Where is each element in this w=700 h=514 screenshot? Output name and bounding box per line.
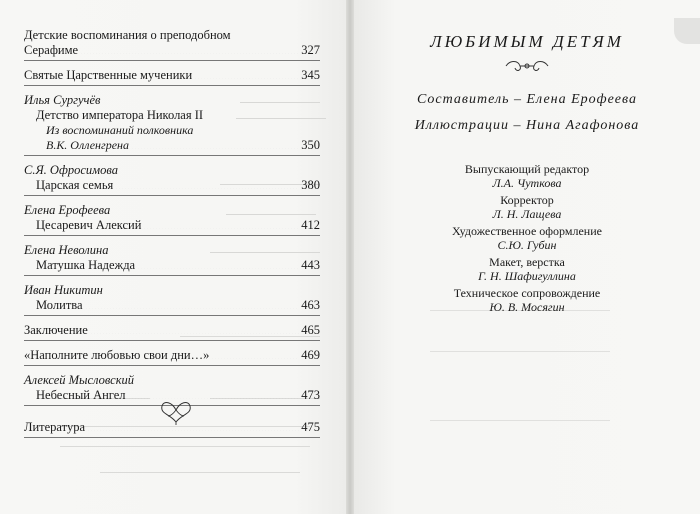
toc-page-number: 465: [301, 323, 320, 337]
toc-page-number: 412: [301, 218, 320, 232]
heart-flourish-ornament-icon: [156, 398, 196, 426]
toc-entry-title: «Наполните любовью свои дни…»: [24, 348, 210, 362]
book-title: ЛЮБИМЫМ ДЕТЯМ: [430, 32, 624, 51]
leader-dots: [80, 45, 299, 54]
compiler-credit: Составитель – Елена Ерофеева: [416, 92, 638, 107]
toc-entry[interactable]: [24, 323, 320, 341]
staff-role: Макет, верстка: [489, 255, 565, 269]
table-of-contents: [24, 28, 320, 445]
staff-role: Корректор: [500, 193, 554, 207]
toc-author: Илья Сургучёв: [24, 93, 101, 107]
scroll-flourish-ornament-icon: [502, 58, 552, 74]
toc-author: Иван Никитин: [24, 283, 103, 297]
toc-entry[interactable]: [24, 283, 320, 316]
toc-entry-title: Царская семья: [36, 178, 114, 192]
leader-dots: [137, 260, 299, 269]
book-gutter: [346, 0, 354, 514]
toc-author: С.Я. Офросимова: [24, 163, 118, 177]
toc-page-number: 350: [301, 138, 320, 152]
toc-entry-subtitle: В.К. Олленгрена: [46, 138, 129, 152]
toc-entry[interactable]: [24, 348, 320, 366]
leader-dots: [85, 300, 300, 309]
leader-dots: [194, 70, 299, 79]
toc-page-number: 327: [301, 43, 320, 57]
staff-name: Л.А. Чуткова: [492, 176, 562, 190]
leader-dots: [128, 390, 300, 399]
illustrator-credit: Иллюстрации – Нина Агафонова: [414, 118, 640, 133]
toc-entry[interactable]: [24, 203, 320, 236]
toc-entry-title: Литература: [24, 420, 85, 434]
toc-entry[interactable]: [24, 28, 320, 61]
staff-name: Л. Н. Лащева: [492, 207, 562, 221]
toc-page-number: 443: [301, 258, 320, 272]
staff-role: Художественное оформление: [452, 224, 602, 238]
toc-entry[interactable]: [24, 68, 320, 86]
staff-name: Г. Н. Шафигуллина: [478, 269, 576, 283]
leader-dots: [115, 180, 299, 189]
toc-entry-title: Серафиме: [24, 43, 79, 57]
toc-entry-title: Молитва: [36, 298, 83, 312]
toc-entry-title: Святые Царственные мученики: [24, 68, 193, 82]
toc-author: Елена Неволина: [24, 243, 109, 257]
imprint-page: [354, 0, 700, 514]
toc-entry[interactable]: [24, 243, 320, 276]
toc-author: Елена Ерофеева: [24, 203, 111, 217]
toc-entry-subtitle: Из воспоминаний полковника: [46, 123, 194, 137]
staff-name: С.Ю. Губин: [497, 238, 557, 252]
toc-entry-title: Матушка Надежда: [36, 258, 136, 272]
leader-dots: [211, 350, 299, 359]
toc-entry-title: Небесный Ангел: [36, 388, 126, 402]
leader-dots: [143, 220, 299, 229]
leader-dots: [90, 325, 300, 334]
toc-page-number: 475: [301, 420, 320, 434]
staff-role: Техническое сопровождение: [453, 286, 601, 300]
staff-name: Ю. В. Мосягин: [489, 300, 565, 314]
toc-entry[interactable]: [24, 163, 320, 196]
leader-dots: [131, 140, 299, 149]
toc-entry-title: Цесаревич Алексий: [36, 218, 142, 232]
toc-entry-title: Заключение: [24, 323, 88, 337]
toc-page-number: 345: [301, 68, 320, 82]
toc-page-number: 463: [301, 298, 320, 312]
toc-page-number: 469: [301, 348, 320, 362]
toc-entry[interactable]: [24, 93, 320, 156]
toc-entry-title: Детские воспоминания о преподобном: [24, 28, 231, 42]
toc-entry-title: Детство императора Николая II: [36, 108, 204, 122]
toc-page-number: 473: [301, 388, 320, 402]
staff-role: Выпускающий редактор: [464, 162, 590, 176]
staff-list: [354, 160, 700, 317]
toc-author: Алексей Мысловский: [24, 373, 135, 387]
toc-page-number: 380: [301, 178, 320, 192]
